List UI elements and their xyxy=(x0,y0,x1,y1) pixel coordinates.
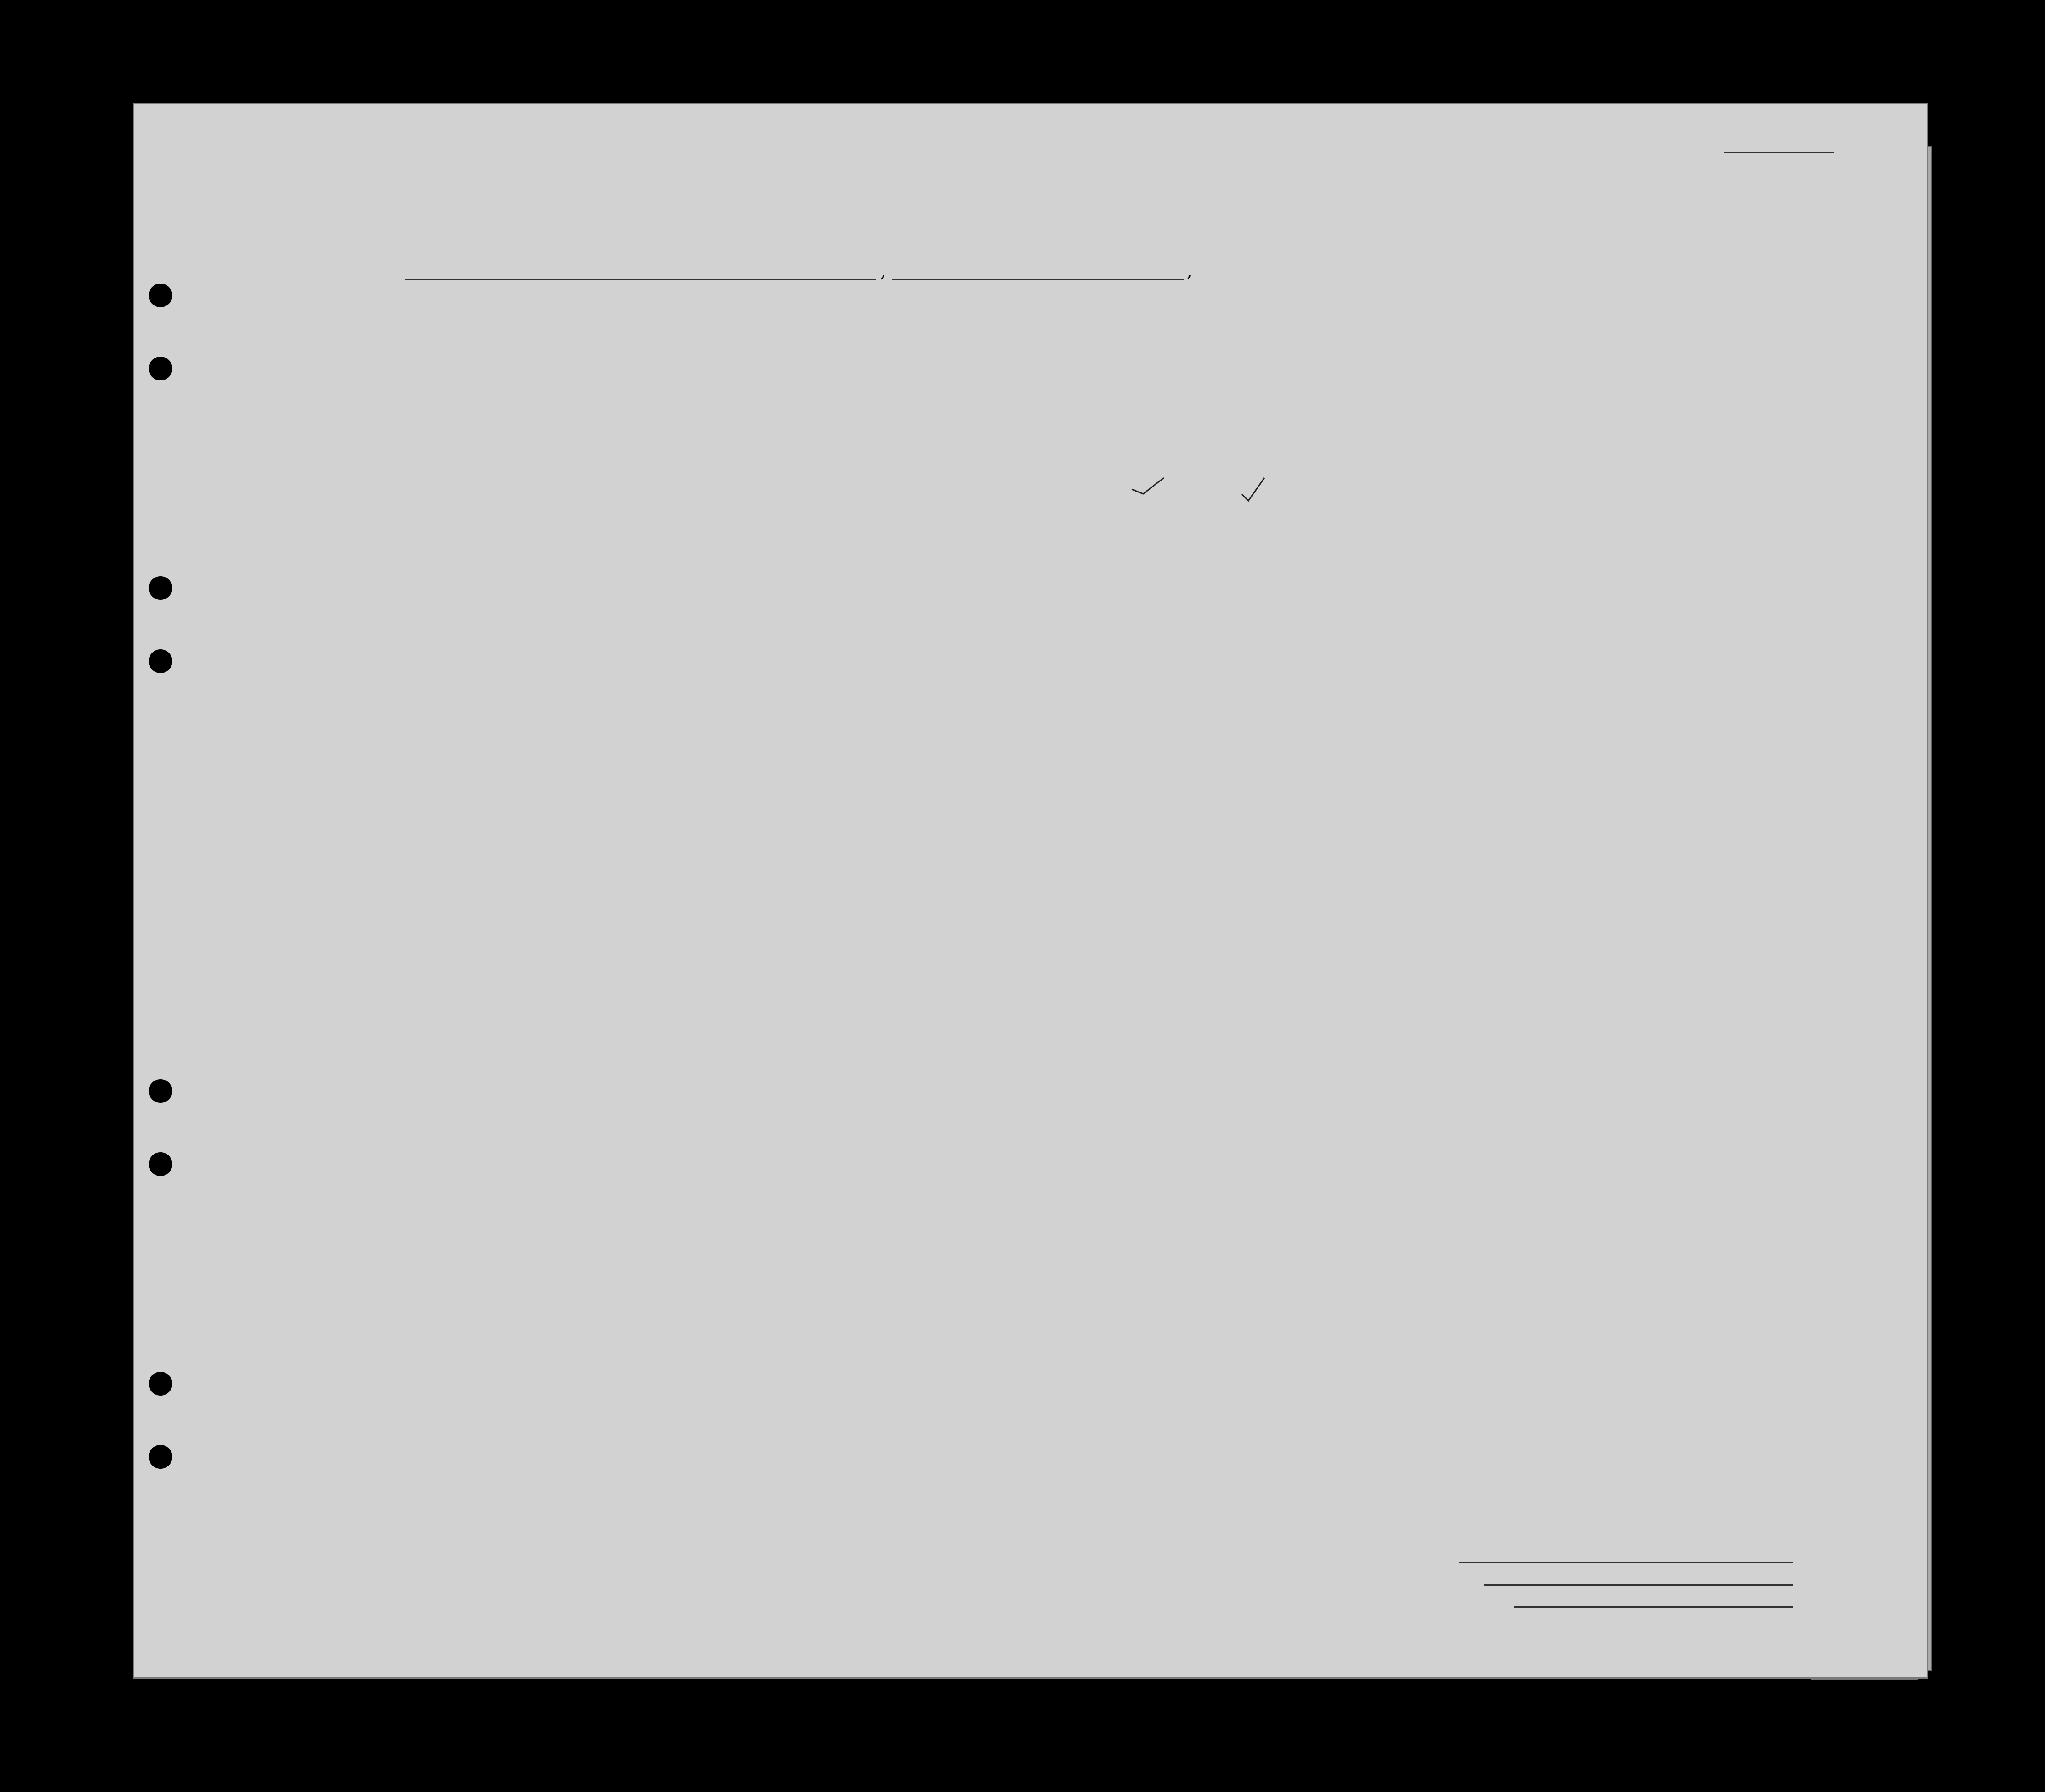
owners-rule xyxy=(1484,1584,1793,1586)
header-c19 xyxy=(624,334,642,453)
header-c24-c xyxy=(1239,352,1262,457)
header-c26 xyxy=(1315,338,1328,457)
header-c29 xyxy=(1411,338,1447,457)
header-c31 xyxy=(1466,338,1484,457)
header-c30 xyxy=(1445,338,1463,457)
header-c21 xyxy=(739,334,758,453)
header-c34-feet xyxy=(1600,402,1613,439)
comma-sep: , xyxy=(1187,261,1193,282)
header-c25 xyxy=(1271,338,1308,457)
check-mark-icon xyxy=(1239,476,1267,503)
header-c24-a xyxy=(1165,352,1196,457)
line-rule xyxy=(1459,1562,1793,1563)
check-mark-icon xyxy=(1130,476,1166,496)
header-c28 xyxy=(1356,338,1402,457)
header-c27 xyxy=(1338,338,1351,457)
agents-rule xyxy=(1514,1606,1793,1608)
comma-sep: , xyxy=(880,261,886,282)
header-c34-inches xyxy=(1622,402,1636,439)
header-c24-b xyxy=(1207,352,1235,457)
